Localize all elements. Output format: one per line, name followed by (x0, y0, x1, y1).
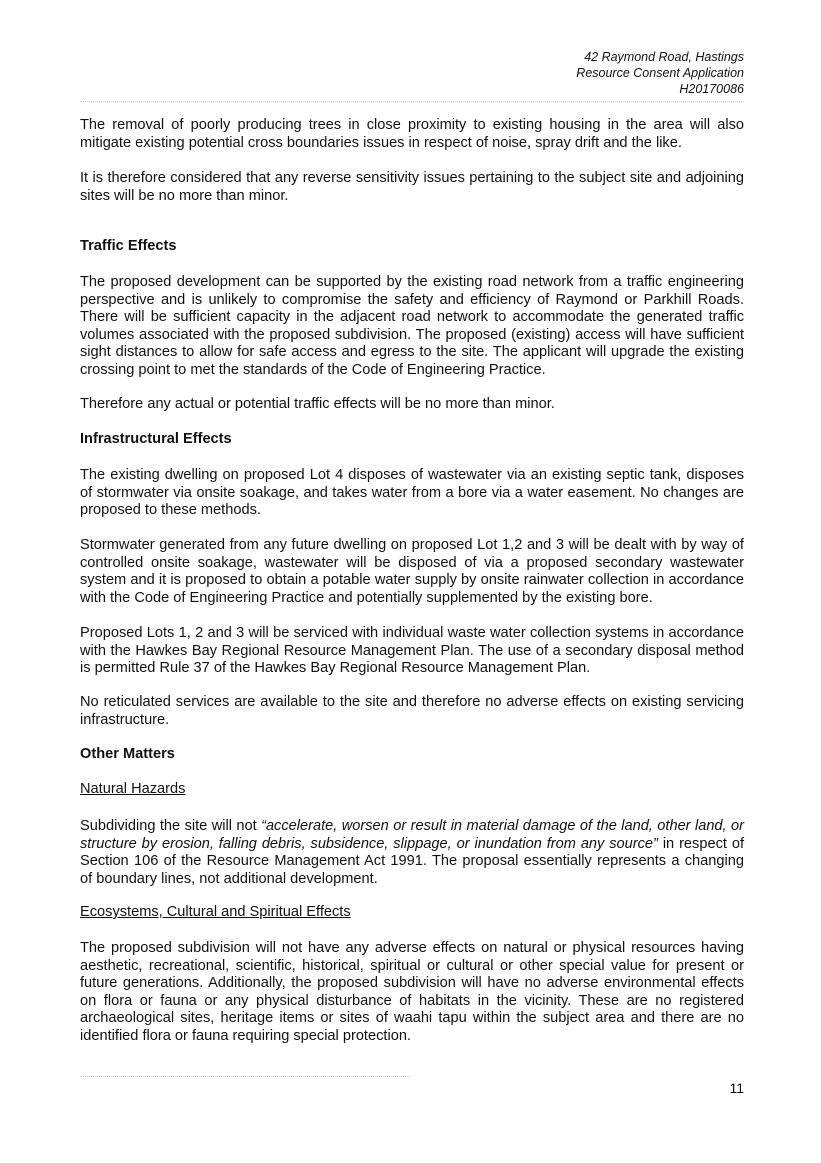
scan-artifact-line (80, 1076, 410, 1078)
header-application-title: Resource Consent Application (576, 66, 744, 80)
hazards-text-tail: in respect of Section 106 of the Resource Management Act 1991. The proposal essentially represents a changing of boundary lines, not additional development. (80, 835, 744, 887)
ecosystems-paragraph: The proposed subdivision will not have any adverse effects on natural or physical resources having aesthetic, recreational, scientific, historical, spiritual or cultural or other special value for present or future generations. Additionally, the proposed subdivision will have no adverse environmental effects on flora or fauna or any physical disturbance of habitats in the vicinity. These are no registered archaeological sites, heritage items or sites of waahi tapu within the subject area and there are no identified flora or fauna requiring special protection. (80, 940, 744, 1044)
hazards-quote: “accelerate, worsen or result in material damage of the land, other land, or structure by erosion, falling debris, subsidence, slippage, or inundation from any source” (80, 818, 744, 852)
intro-paragraph-1: The removal of poorly producing trees in close proximity to existing housing in the area will also mitigate existing potential cross boundaries issues in respect of noise, spray drift and the like. (80, 117, 744, 151)
scan-artifact-line (80, 101, 744, 103)
intro-paragraph-2: It is therefore considered that any reverse sensitivity issues pertaining to the subject site and adjoining sites will be no more than minor. (80, 170, 744, 204)
header-reference-number: H20170086 (679, 82, 744, 96)
page-number: 11 (729, 1080, 744, 1096)
traffic-paragraph-1: The proposed development can be supported by the existing road network from a traffic engineering perspective and is unlikely to compromise the safety and efficiency of Raymond or Parkhill Roads. There will be sufficient capacity in the adjacent road network to accommodate the generated traffic volumes associated with the proposed subdivision. The proposed (existing) access will have sufficient sight distances to allow for safe access and egress to the site. The applicant will upgrade the existing crossing point to met the standards of the Code of Engineering Practice. (80, 274, 744, 378)
section-heading-traffic: Traffic Effects (80, 238, 177, 254)
section-heading-other-matters: Other Matters (80, 746, 175, 762)
document-header (444, 49, 744, 97)
infrastructure-paragraph-1: The existing dwelling on proposed Lot 4 disposes of wastewater via an existing septic tank, disposes of stormwater via onsite soakage, and takes water from a bore via a water easement. No changes are proposed to these methods. (80, 467, 744, 519)
infrastructure-paragraph-4: No reticulated services are available to the site and therefore no adverse effects on existing servicing infrastructure. (80, 694, 744, 728)
infrastructure-paragraph-3: Proposed Lots 1, 2 and 3 will be serviced with individual waste water collection systems in accordance with the Hawkes Bay Regional Resource Management Plan. The use of a secondary disposal method is permitted Rule 37 of the Hawkes Bay Regional Resource Management Plan. (80, 625, 744, 677)
subheading-natural-hazards: Natural Hazards (80, 781, 186, 797)
subheading-ecosystems: Ecosystems, Cultural and Spiritual Effects (80, 904, 351, 920)
hazards-text-lead: Subdividing the site will not (80, 818, 262, 834)
header-address: 42 Raymond Road, Hastings (584, 50, 744, 64)
traffic-paragraph-2: Therefore any actual or potential traffic effects will be no more than minor. (80, 396, 555, 412)
natural-hazards-paragraph (80, 818, 744, 888)
section-heading-infrastructure: Infrastructural Effects (80, 431, 232, 447)
infrastructure-paragraph-2: Stormwater generated from any future dwelling on proposed Lot 1,2 and 3 will be dealt with by way of controlled onsite soakage, wastewater will be disposed of via a proposed secondary wastewater system and it is proposed to obtain a potable water supply by onsite rainwater collection in accordance with the Code of Engineering Practice and potentially supplemented by the existing bore. (80, 537, 744, 606)
